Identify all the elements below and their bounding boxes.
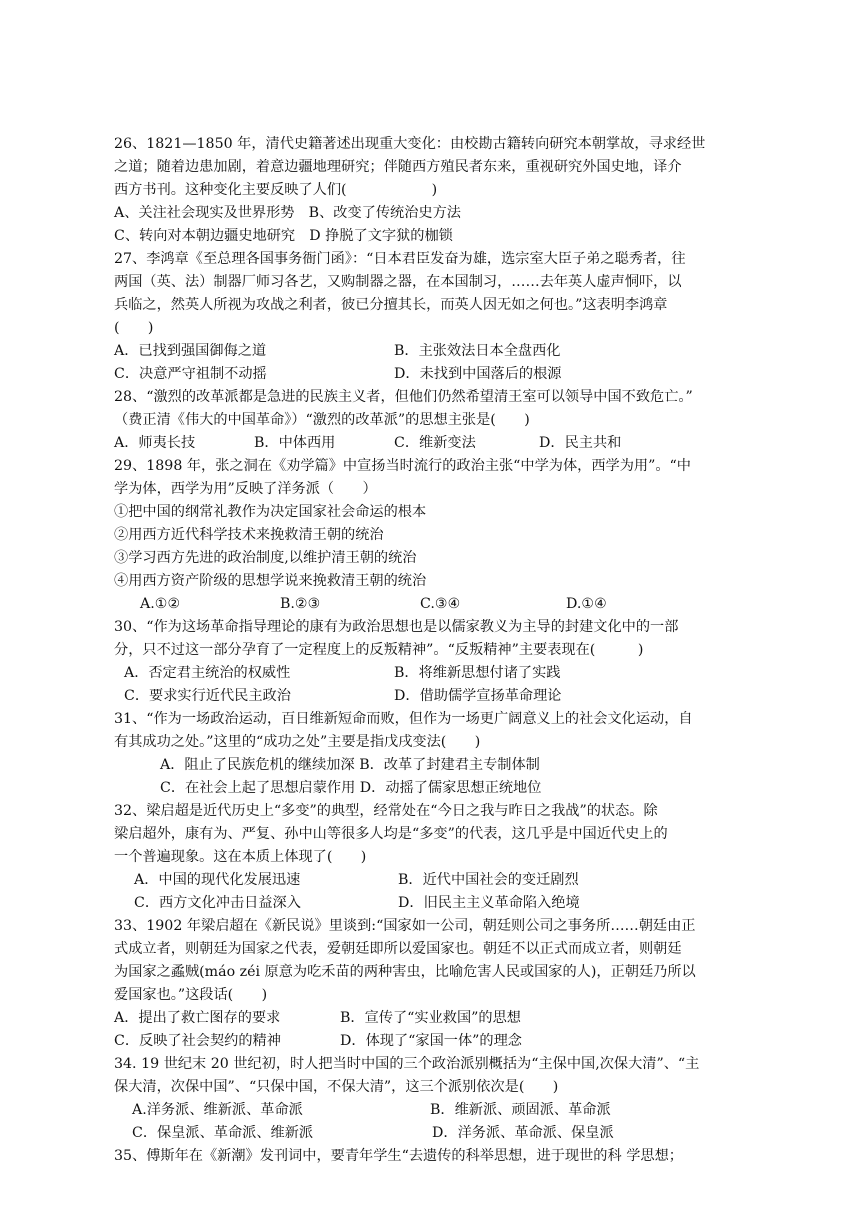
option-d: D．民主共和	[539, 435, 622, 451]
statement-item: ③学习西方先进的政治制度,以维护清王朝的统治	[114, 550, 417, 566]
question-stem-line: 保大清，次保中国”、“只保中国，不保大清”，这三个派别依次是( )	[114, 1079, 559, 1095]
question-stem-line: 两国（英、法）制器厂师习各艺，又购制器之器，在本国制习，……去年英人虚声恫吓，以	[114, 274, 682, 290]
option-b: B．近代中国社会的变迁剧烈	[398, 872, 579, 888]
question-stem-line: 33、1902 年梁启超在《新民说》里谈到:“国家如一公司，朝廷则公司之事务所……朝廷由正	[114, 918, 696, 934]
option-a: A．已找到强国御侮之道	[114, 343, 267, 359]
option-c: C．西方文化冲击日益深入	[134, 895, 301, 911]
question-stem-line: 西方书刊。这种变化主要反映了人们( )	[114, 182, 438, 198]
option-d: D．旧民主主义革命陷入绝境	[398, 895, 580, 911]
question-stem-line: 学为体，西学为用”反映了洋务派（ ）	[114, 481, 377, 497]
question-stem-line: 兵临之，然英人所视为攻战之利者，彼已分擅其长，而英人因无如之何也。”这表明李鸿章	[114, 297, 668, 313]
option-c: C．要求实行近代民主政治	[124, 688, 291, 704]
statement-item: ②用西方近代科学技术来挽救清王朝的统治	[114, 527, 384, 543]
question-stem-line: 32、梁启超是近代历史上“多变”的典型，经常处在“今日之我与昨日之我战”的状态。除	[114, 803, 658, 819]
question-stem-line: 35、傅斯年在《新潮》发刊词中，要青年学生“去遗传的科举思想，进于现世的科 学思想；	[114, 1148, 683, 1164]
question-stem-line: 梁启超外，康有为、严复、孙中山等很多人均是“多变”的代表，这几乎是中国近代史上的	[114, 826, 668, 842]
option-b: B.②③	[280, 596, 321, 612]
question-stem-line: 为国家之蟊贼(máo zéi 原意为吃禾苗的两种害虫，比喻危害人民或国家的人)，正朝廷乃所以	[114, 964, 696, 980]
question-stem-line: 爱国家也。”这段话( )	[114, 987, 268, 1003]
question-stem-line: 30、“作为这场革命指导理论的康有为政治思想也是以儒家教义为主导的封建文化中的一部	[114, 619, 679, 635]
option-a: A．师夷长技	[114, 435, 196, 451]
question-stem-line: 一个普遍现象。这在本质上体现了( )	[114, 849, 367, 865]
option-line-cd: C、转向对本朝边疆史地研究 D 挣脱了文字狱的枷锁	[114, 228, 453, 244]
option-a: A.①②	[140, 596, 181, 612]
question-stem-line: （费正清《伟大的中国革命》）“激烈的改革派”的思想主张是( )	[114, 412, 530, 428]
option-b: B．中体西用	[254, 435, 336, 451]
option-line-ab: A、关注社会现实及世界形势 B、改变了传统治史方法	[114, 205, 461, 221]
question-stem-line: 有其成功之处。”这里的“成功之处”主要是指戊戌变法( )	[114, 734, 481, 750]
option-a: A．提出了救亡图存的要求	[114, 1010, 281, 1026]
option-c: C.③④	[420, 596, 461, 612]
question-stem-line: ( )	[114, 320, 154, 336]
option-a: A．中国的现代化发展迅速	[134, 872, 301, 888]
question-stem-line: 之道；随着边患加剧，着意边疆地理研究；伴随西方殖民者东来，重视研究外国史地，译介	[114, 159, 682, 175]
question-stem-line: 27、李鸿章《至总理各国事务衙门函》：“日本君臣发奋为雄，选宗室大臣子弟之聪秀者，往	[114, 251, 686, 267]
option-line-ab: A．阻止了民族危机的继续加深 B．改革了封建君主专制体制	[160, 757, 540, 773]
option-b: B．维新派、顽固派、革命派	[430, 1102, 611, 1118]
question-stem-line: 28、“激烈的改革派都是急进的民族主义者，但他们仍然希望清王室可以领导中国不致危亡。”	[114, 389, 693, 405]
option-b: B．主张效法日本全盘西化	[394, 343, 561, 359]
option-d: D．借助儒学宣扬革命理论	[394, 688, 562, 704]
option-line-cd: C．在社会上起了思想启蒙作用 D．动摇了儒家思想正统地位	[160, 780, 542, 796]
statement-item: ①把中国的纲常礼教作为决定国家社会命运的根本	[114, 504, 427, 520]
question-stem-line: 式成立者，则朝廷为国家之代表，爱朝廷即所以爱国家也。朝廷不以正式而成立者，则朝廷	[114, 941, 682, 957]
option-c: C．保皇派、革命派、维新派	[132, 1125, 314, 1141]
option-c: C．决意严守祖制不动摇	[114, 366, 267, 382]
option-d: D．未找到中国落后的根源	[394, 366, 562, 382]
option-d: D．体现了“家国一体”的理念	[340, 1033, 522, 1049]
option-d: D.①④	[566, 596, 607, 612]
question-stem-line: 26、1821—1850 年，清代史籍著述出现重大变化：由校勘古籍转向研究本朝掌故，寻求经世	[114, 136, 706, 152]
option-a: A．否定君主统治的权威性	[124, 665, 291, 681]
question-stem-line: 31、“作为一场政治运动，百日维新短命而败，但作为一场更广阔意义上的社会文化运动，自	[114, 711, 693, 727]
question-stem-line: 分，只不过这一部分孕育了一定程度上的反叛精神”。“反叛精神”主要表现在( )	[114, 642, 644, 658]
question-stem-line: 34. 19 世纪末 20 世纪初，时人把当时中国的三个政治派别概括为“主保中国,次保大清”、“主	[114, 1056, 700, 1072]
option-c: C．维新变法	[394, 435, 476, 451]
option-c: C．反映了社会契约的精神	[114, 1033, 281, 1049]
option-b: B．宣传了“实业救国”的思想	[340, 1010, 521, 1026]
option-b: B．将维新思想付诸了实践	[394, 665, 561, 681]
option-a: A.洋务派、维新派、革命派	[132, 1102, 303, 1118]
question-stem-line: 29、1898 年，张之洞在《劝学篇》中宣扬当时流行的政治主张“中学为体，西学为用”。“中	[114, 458, 691, 474]
statement-item: ④用西方资产阶级的思想学说来挽救清王朝的统治	[114, 573, 427, 589]
option-d: D．洋务派、革命派、保皇派	[432, 1125, 614, 1141]
